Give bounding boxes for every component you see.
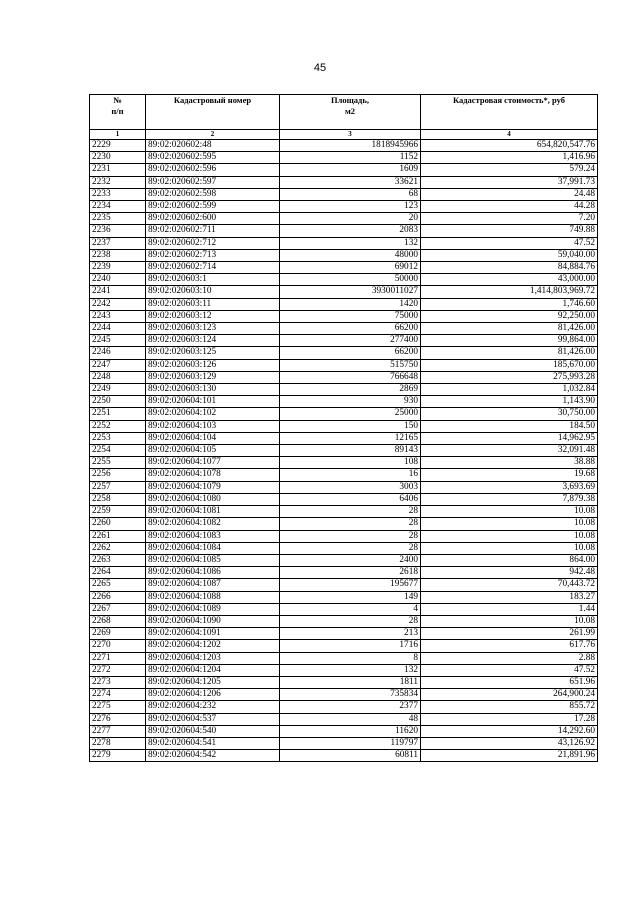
row-cadastral-number: 89:02:020602:711 [146,225,280,237]
row-cadastral-number: 89:02:020604:1080 [146,493,280,505]
row-cadastral-number: 89:02:020604:1087 [146,579,280,591]
page-number: 45 [313,62,327,74]
row-cadastral-number: 89:02:020602:714 [146,262,280,274]
row-cadastral-value: 1,143.90 [421,396,598,408]
table-row [90,201,598,213]
row-cadastral-number: 89:02:020602:595 [146,152,280,164]
row-cadastral-number: 89:02:020604:1206 [146,689,280,701]
row-cadastral-value: 24.48 [421,188,598,200]
row-cadastral-number: 89:02:020602:596 [146,164,280,176]
row-cadastral-value: 651.96 [421,676,598,688]
row-cadastral-number: 89:02:020604:1202 [146,640,280,652]
table-row [90,384,598,396]
row-cadastral-value: 59,040.00 [421,249,598,261]
row-cadastral-value: 43,000.00 [421,274,598,286]
table-row [90,188,598,200]
row-index: 2265 [90,579,146,591]
row-area: 11620 [280,725,421,737]
row-cadastral-value: 14,292.60 [421,725,598,737]
row-area: 48 [280,713,421,725]
row-index: 2273 [90,676,146,688]
row-index: 2277 [90,725,146,737]
table-row [90,274,598,286]
row-area: 12165 [280,432,421,444]
row-cadastral-value: 864.00 [421,554,598,566]
row-cadastral-value: 1,032.84 [421,384,598,396]
row-area: 33621 [280,176,421,188]
row-cadastral-number: 89:02:020604:105 [146,445,280,457]
row-cadastral-number: 89:02:020604:1090 [146,615,280,627]
row-cadastral-value: 2.88 [421,652,598,664]
row-index: 2247 [90,359,146,371]
row-cadastral-value: 10.08 [421,530,598,542]
row-index: 2278 [90,737,146,749]
row-cadastral-value: 579.24 [421,164,598,176]
row-cadastral-value: 44.28 [421,201,598,213]
row-index: 2268 [90,615,146,627]
row-cadastral-number: 89:02:020602:48 [146,140,280,152]
row-area: 1716 [280,640,421,652]
table-row [90,396,598,408]
table-row [90,225,598,237]
row-cadastral-value: 32,091.48 [421,445,598,457]
row-cadastral-value: 855.72 [421,701,598,713]
row-cadastral-value: 942.48 [421,567,598,579]
row-cadastral-value: 3,693.69 [421,481,598,493]
table-row [90,530,598,542]
row-index: 2261 [90,530,146,542]
row-cadastral-number: 89:02:020604:537 [146,713,280,725]
table-row [90,164,598,176]
table-row [90,298,598,310]
row-index: 2232 [90,176,146,188]
row-index: 2230 [90,152,146,164]
row-cadastral-value: 21,891.96 [421,750,598,762]
row-cadastral-value: 47.52 [421,237,598,249]
row-area: 20 [280,213,421,225]
row-cadastral-number: 89:02:020604:1203 [146,652,280,664]
row-area: 277400 [280,335,421,347]
row-cadastral-number: 89:02:020604:541 [146,737,280,749]
table-row [90,408,598,420]
row-index: 2258 [90,493,146,505]
table-row [90,347,598,359]
header-cadastral-value: Кадастровая стоимость*, руб [421,95,598,130]
row-area: 4 [280,603,421,615]
row-index: 2246 [90,347,146,359]
header-index-line1: № [113,95,122,105]
row-index: 2233 [90,188,146,200]
row-index: 2259 [90,506,146,518]
header-index [90,95,146,130]
row-cadastral-number: 89:02:020604:1086 [146,567,280,579]
row-area: 735834 [280,689,421,701]
row-cadastral-number: 89:02:020604:232 [146,701,280,713]
row-area: 28 [280,615,421,627]
row-cadastral-value: 617.76 [421,640,598,652]
cadastral-table [89,94,598,762]
row-cadastral-number: 89:02:020603:12 [146,310,280,322]
table-row [90,420,598,432]
row-cadastral-number: 89:02:020603:123 [146,323,280,335]
row-cadastral-number: 89:02:020603:130 [146,384,280,396]
row-cadastral-number: 89:02:020602:597 [146,176,280,188]
row-area: 1811 [280,676,421,688]
row-area: 6406 [280,493,421,505]
row-cadastral-number: 89:02:020602:713 [146,249,280,261]
row-index: 2270 [90,640,146,652]
row-area: 195677 [280,579,421,591]
row-area: 2618 [280,567,421,579]
row-cadastral-value: 47.52 [421,664,598,676]
row-area: 2400 [280,554,421,566]
row-cadastral-number: 89:02:020604:1091 [146,628,280,640]
row-cadastral-number: 89:02:020603:11 [146,298,280,310]
row-area: 119797 [280,737,421,749]
row-area: 28 [280,518,421,530]
table-row [90,140,598,152]
row-index: 2267 [90,603,146,615]
row-index: 2243 [90,310,146,322]
row-cadastral-number: 89:02:020604:1077 [146,457,280,469]
table-row [90,481,598,493]
row-cadastral-number: 89:02:020602:712 [146,237,280,249]
table-body [90,140,598,762]
header-cadastral-number: Кадастровый номер [146,95,280,130]
row-cadastral-number: 89:02:020604:101 [146,396,280,408]
table-row [90,676,598,688]
row-cadastral-value: 10.08 [421,518,598,530]
row-index: 2250 [90,396,146,408]
row-cadastral-number: 89:02:020604:1085 [146,554,280,566]
row-index: 2256 [90,469,146,481]
table-row [90,713,598,725]
row-cadastral-number: 89:02:020603:129 [146,371,280,383]
table-row [90,445,598,457]
row-cadastral-value: 275,993.28 [421,371,598,383]
table-row [90,652,598,664]
row-cadastral-value: 70,443.72 [421,579,598,591]
row-area: 1609 [280,164,421,176]
table-row [90,615,598,627]
row-cadastral-value: 17.28 [421,713,598,725]
table-row [90,518,598,530]
row-cadastral-number: 89:02:020604:540 [146,725,280,737]
table-row [90,469,598,481]
row-cadastral-value: 1,746.60 [421,298,598,310]
row-cadastral-value: 10.08 [421,615,598,627]
table-row [90,262,598,274]
table-row [90,176,598,188]
row-index: 2239 [90,262,146,274]
row-index: 2244 [90,323,146,335]
row-index: 2262 [90,542,146,554]
table-row [90,640,598,652]
table-row [90,493,598,505]
row-cadastral-value: 1,416.96 [421,152,598,164]
row-area: 1420 [280,298,421,310]
table-row [90,323,598,335]
row-index: 2252 [90,420,146,432]
row-area: 25000 [280,408,421,420]
row-index: 2241 [90,286,146,298]
table-row [90,506,598,518]
row-cadastral-value: 81,426.00 [421,323,598,335]
row-cadastral-value: 10.08 [421,506,598,518]
row-area: 3003 [280,481,421,493]
table-row [90,371,598,383]
column-number: 4 [421,130,598,140]
row-cadastral-number: 89:02:020604:542 [146,750,280,762]
row-cadastral-value: 183.27 [421,591,598,603]
row-index: 2251 [90,408,146,420]
row-cadastral-value: 7.20 [421,213,598,225]
row-cadastral-number: 89:02:020604:1082 [146,518,280,530]
row-cadastral-number: 89:02:020603:125 [146,347,280,359]
row-cadastral-number: 89:02:020604:1079 [146,481,280,493]
table-row [90,701,598,713]
row-index: 2255 [90,457,146,469]
row-index: 2274 [90,689,146,701]
table-row [90,457,598,469]
column-number: 3 [280,130,421,140]
row-cadastral-number: 89:02:020604:104 [146,432,280,444]
table-row [90,689,598,701]
row-cadastral-value: 185,670.00 [421,359,598,371]
row-index: 2269 [90,628,146,640]
row-cadastral-value: 84,884.76 [421,262,598,274]
table-row [90,579,598,591]
row-area: 28 [280,542,421,554]
row-area: 28 [280,530,421,542]
table-row [90,567,598,579]
row-cadastral-value: 19.68 [421,469,598,481]
row-cadastral-value: 92,250.00 [421,310,598,322]
row-index: 2237 [90,237,146,249]
row-cadastral-number: 89:02:020604:1081 [146,506,280,518]
row-index: 2238 [90,249,146,261]
row-area: 68 [280,188,421,200]
header-area-line1: Площадь, [331,95,369,105]
row-area: 149 [280,591,421,603]
row-cadastral-number: 89:02:020602:600 [146,213,280,225]
table-row [90,542,598,554]
row-area: 132 [280,664,421,676]
row-cadastral-value: 1.44 [421,603,598,615]
row-index: 2234 [90,201,146,213]
row-cadastral-value: 654,820,547.76 [421,140,598,152]
row-area: 2377 [280,701,421,713]
row-index: 2276 [90,713,146,725]
row-cadastral-number: 89:02:020604:1084 [146,542,280,554]
row-index: 2275 [90,701,146,713]
row-area: 150 [280,420,421,432]
row-cadastral-value: 30,750.00 [421,408,598,420]
row-area: 108 [280,457,421,469]
row-area: 60811 [280,750,421,762]
table-row [90,213,598,225]
table-row [90,335,598,347]
row-cadastral-value: 38.88 [421,457,598,469]
row-index: 2264 [90,567,146,579]
table-row [90,737,598,749]
header-index-line2: п/п [111,106,124,116]
table-row [90,359,598,371]
row-area: 66200 [280,323,421,335]
row-cadastral-value: 37,991.73 [421,176,598,188]
row-index: 2266 [90,591,146,603]
row-cadastral-number: 89:02:020604:102 [146,408,280,420]
row-area: 213 [280,628,421,640]
header-area-line2: м2 [344,106,356,116]
row-index: 2260 [90,518,146,530]
row-cadastral-value: 99,864.00 [421,335,598,347]
row-cadastral-value: 1,414,803,969.72 [421,286,598,298]
table-row [90,664,598,676]
row-index: 2253 [90,432,146,444]
row-index: 2249 [90,384,146,396]
row-cadastral-value: 7,879.38 [421,493,598,505]
row-area: 515750 [280,359,421,371]
row-index: 2229 [90,140,146,152]
column-number: 1 [90,130,146,140]
row-area: 75000 [280,310,421,322]
row-index: 2231 [90,164,146,176]
row-index: 2271 [90,652,146,664]
row-cadastral-value: 749.88 [421,225,598,237]
row-cadastral-value: 10.08 [421,542,598,554]
table-row [90,152,598,164]
table-row [90,725,598,737]
row-index: 2240 [90,274,146,286]
row-area: 132 [280,237,421,249]
table-row [90,554,598,566]
row-cadastral-value: 81,426.00 [421,347,598,359]
column-number-row [90,130,598,140]
row-index: 2248 [90,371,146,383]
row-cadastral-number: 89:02:020604:1078 [146,469,280,481]
row-cadastral-number: 89:02:020604:1089 [146,603,280,615]
row-cadastral-number: 89:02:020602:598 [146,188,280,200]
row-cadastral-number: 89:02:020603:10 [146,286,280,298]
row-cadastral-number: 89:02:020603:124 [146,335,280,347]
row-area: 50000 [280,274,421,286]
row-area: 2083 [280,225,421,237]
row-cadastral-value: 14,962.95 [421,432,598,444]
row-cadastral-value: 261.99 [421,628,598,640]
table-row [90,628,598,640]
header-area [280,95,421,130]
row-index: 2257 [90,481,146,493]
row-cadastral-value: 43,126.92 [421,737,598,749]
row-area: 123 [280,201,421,213]
row-index: 2236 [90,225,146,237]
row-index: 2263 [90,554,146,566]
table-row [90,237,598,249]
row-cadastral-number: 89:02:020604:1205 [146,676,280,688]
row-area: 69012 [280,262,421,274]
row-index: 2254 [90,445,146,457]
row-area: 930 [280,396,421,408]
row-area: 89143 [280,445,421,457]
table-row [90,603,598,615]
row-index: 2279 [90,750,146,762]
table-row [90,286,598,298]
row-cadastral-number: 89:02:020602:599 [146,201,280,213]
row-cadastral-number: 89:02:020604:103 [146,420,280,432]
row-area: 1818945966 [280,140,421,152]
row-area: 3930011027 [280,286,421,298]
row-area: 16 [280,469,421,481]
table-row [90,591,598,603]
row-area: 766648 [280,371,421,383]
row-cadastral-number: 89:02:020604:1088 [146,591,280,603]
row-index: 2272 [90,664,146,676]
table-row [90,432,598,444]
row-cadastral-number: 89:02:020604:1083 [146,530,280,542]
table-row [90,750,598,762]
table-row [90,310,598,322]
row-cadastral-number: 89:02:020604:1204 [146,664,280,676]
row-cadastral-number: 89:02:020603:1 [146,274,280,286]
column-number: 2 [146,130,280,140]
row-area: 48000 [280,249,421,261]
row-area: 66200 [280,347,421,359]
row-index: 2242 [90,298,146,310]
row-cadastral-number: 89:02:020603:126 [146,359,280,371]
row-area: 8 [280,652,421,664]
row-index: 2245 [90,335,146,347]
row-area: 2869 [280,384,421,396]
row-cadastral-value: 264,900.24 [421,689,598,701]
row-index: 2235 [90,213,146,225]
row-area: 1152 [280,152,421,164]
table-header-row [90,95,598,130]
row-cadastral-value: 184.50 [421,420,598,432]
row-area: 28 [280,506,421,518]
table-row [90,249,598,261]
